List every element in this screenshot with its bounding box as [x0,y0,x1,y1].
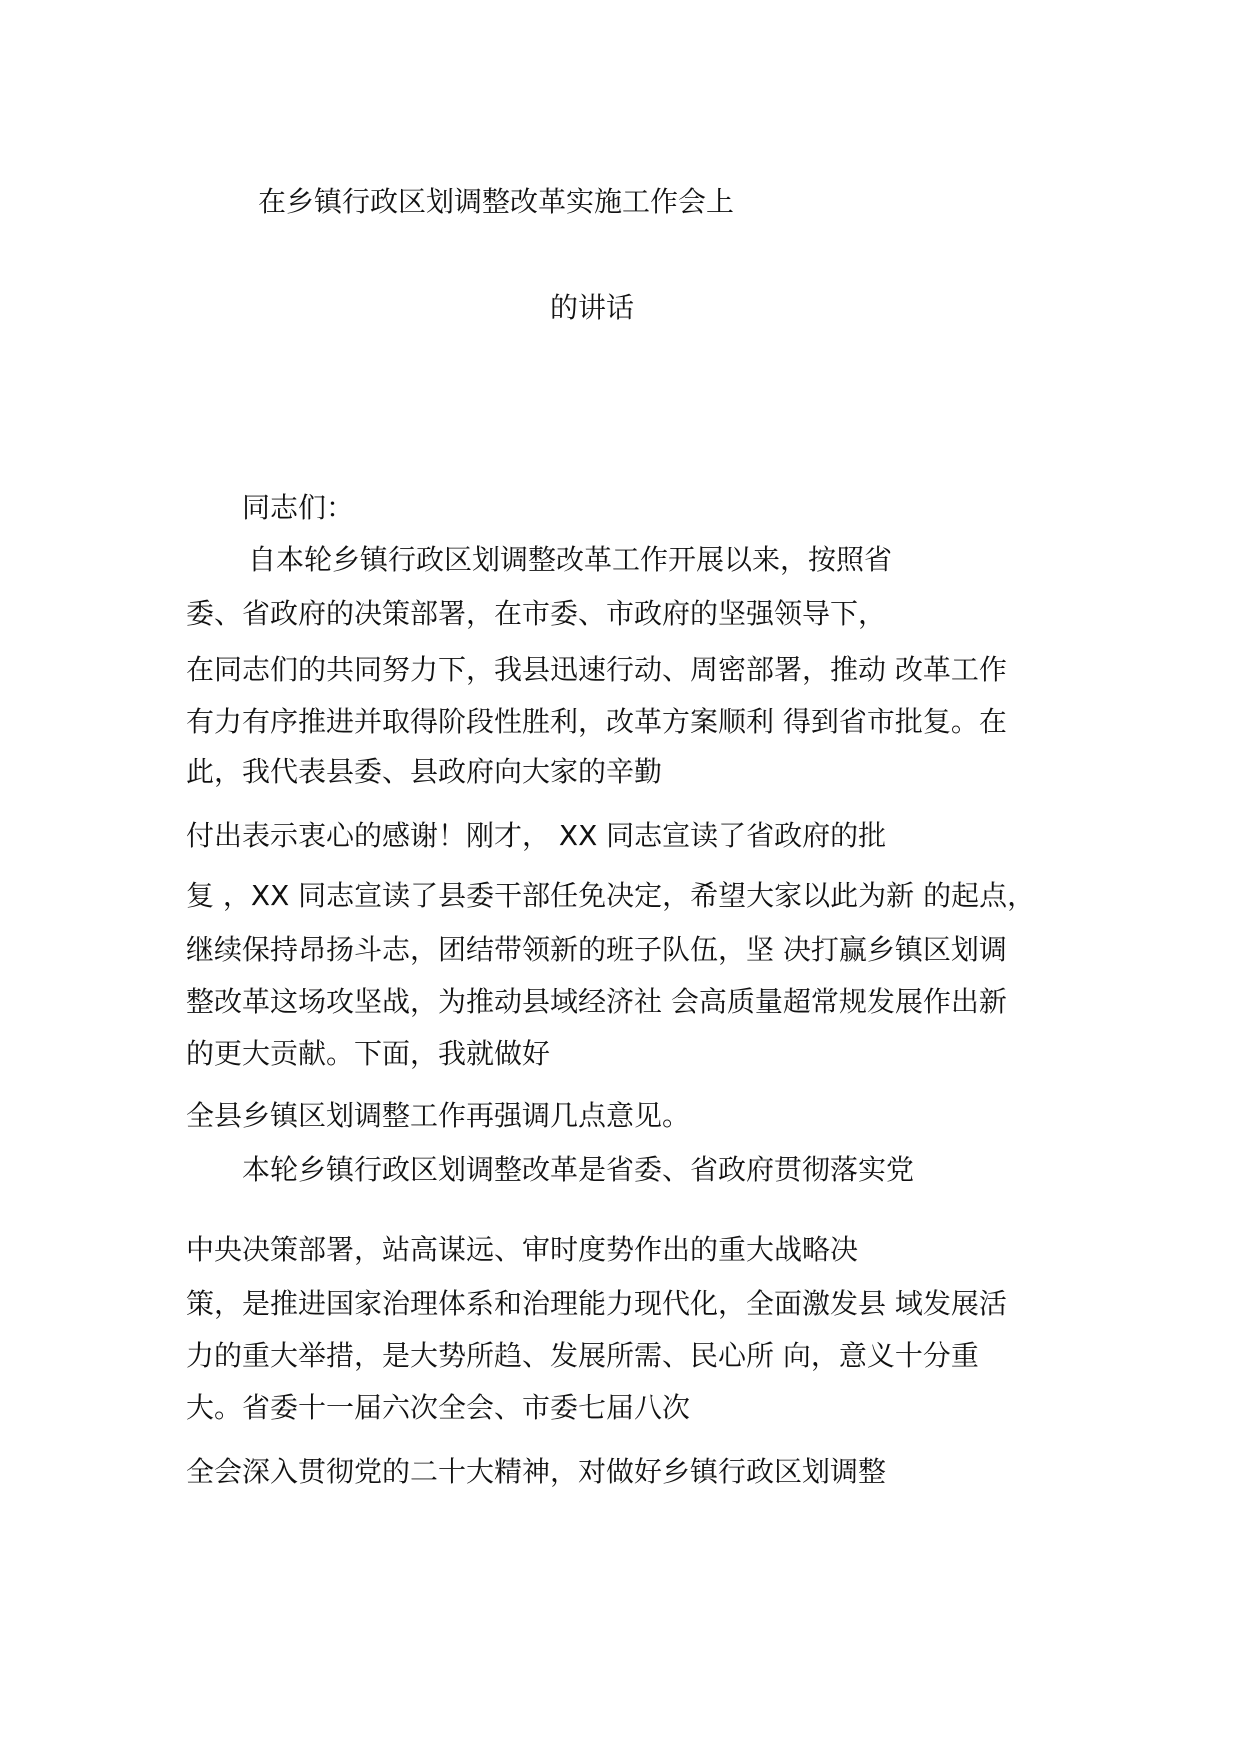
body-line: 继续保持昂扬斗志，团结带领新的班子队伍，坚 决打赢乡镇区划调 [186,933,1007,966]
body-line: 全会深入贯彻党的二十大精神，对做好乡镇行政区划调整 [186,1455,887,1488]
body-line: 复 ，XX 同志宣读了县委干部任免决定，希望大家以此为新 的起点， [186,879,1036,912]
body-line: 的更大贡献。下面，我就做好 [186,1037,551,1070]
document-title-line-2: 的讲话 [550,291,635,324]
salutation: 同志们： [242,491,355,524]
body-line: 中央决策部署，站高谋远、审时度势作出的重大战略决 [186,1233,859,1266]
body-line: 此，我代表县委、县政府向大家的辛勤 [186,755,663,788]
body-line: 委、省政府的决策部署，在市委、市政府的坚强领导下， [186,597,887,630]
body-line: 策，是推进国家治理体系和治理能力现代化，全面激发县 域发展活 [186,1287,1007,1320]
body-line: 大。省委十一届六次全会、市委七届八次 [186,1391,691,1424]
document-title-line-1: 在乡镇行政区划调整改革实施工作会上 [258,185,735,218]
body-line: 自本轮乡镇行政区划调整改革工作开展以来，按照省 [248,543,893,576]
body-line: 本轮乡镇行政区划调整改革是省委、省政府贯彻落实党 [242,1153,915,1186]
body-line: 全县乡镇区划调整工作再强调几点意见。 [186,1099,691,1132]
body-line: 在同志们的共同努力下，我县迅速行动、周密部署，推动 改革工作 [186,653,1007,686]
body-line: 有力有序推进并取得阶段性胜利，改革方案顺利 得到省市批复。在 [186,705,1007,738]
body-line: 付出表示衷心的感谢！刚才， XX 同志宣读了省政府的批 [186,819,887,852]
body-line: 整改革这场攻坚战，为推动县域经济社 会高质量超常规发展作出新 [186,985,1007,1018]
body-line: 力的重大举措，是大势所趋、发展所需、民心所 向，意义十分重 [186,1339,979,1372]
